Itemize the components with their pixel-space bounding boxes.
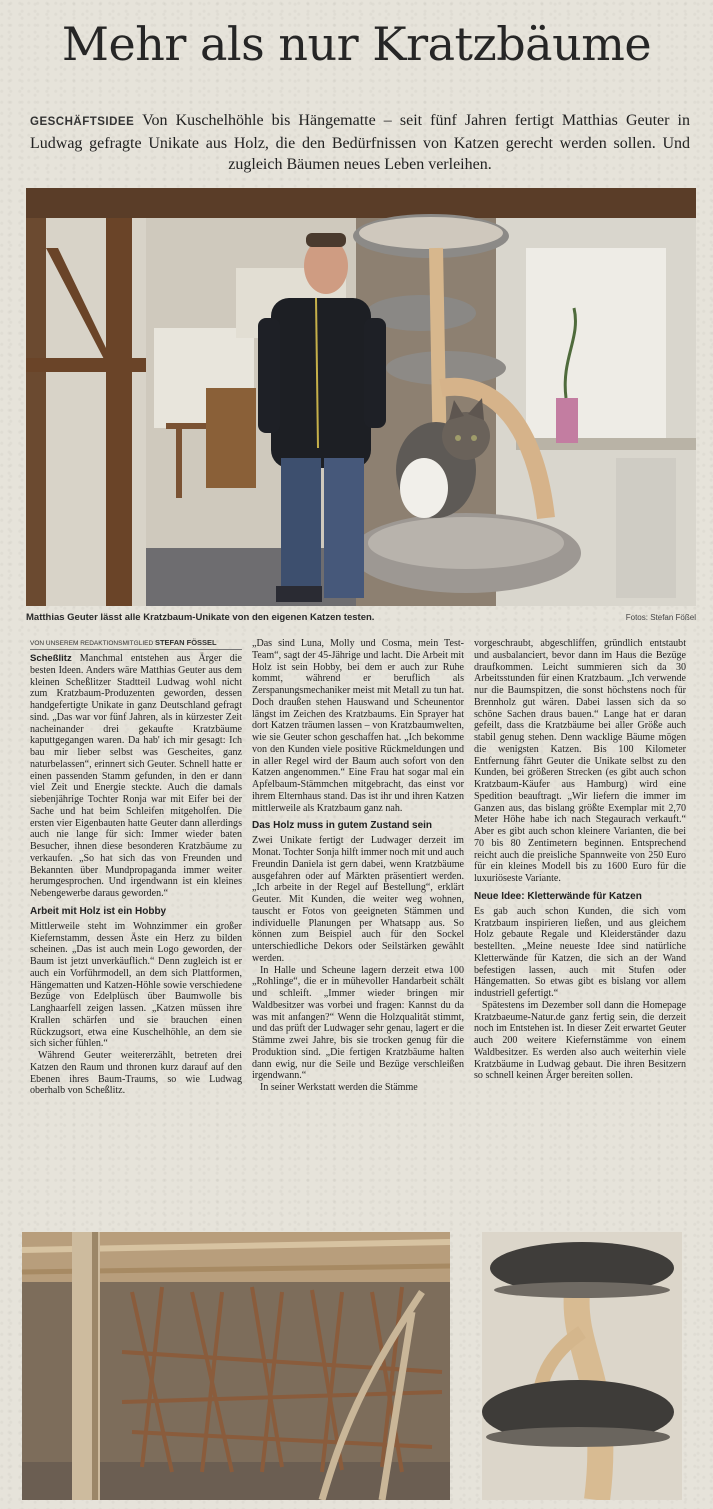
article-column-3 (474, 638, 686, 1218)
paragraph: Spätestens im Dezember soll dann die Homepage Kratzbaeume-Natur.de ganz fertig sein, die derzeit noch im Entstehen ist. In dieser Zeit erwartet Geuter auch 200 weitere Kiefernstämme von einem Waldbesitzer. Es werden also auch weiterhin viele Kratzbäume in Ludwag gebaut. Die ihren Besitzern so schnell keinen Ärger bereiten sollen. (474, 999, 686, 1082)
subheading: Arbeit mit Holz ist ein Hobby (30, 905, 167, 917)
photo-caption (26, 611, 696, 625)
cat-tree-detail-illustration (482, 1232, 682, 1500)
subheading: Neue Idee: Kletterwände für Katzen (474, 890, 642, 902)
subheading: Das Holz muss in gutem Zustand sein (252, 820, 433, 832)
workshop-photo-illustration (22, 1232, 450, 1500)
paragraph-text: Manchmal entstehen aus Ärger die besten Ideen. Anders wäre Matthias Geuter aus dem kleinen Scheßlitzer Stadtteil Ludwag wohl nicht zum Kratzbaum-Produzenten geworden, dessen handgefertigte Unikate in ganz Deutschland gefragt sind. „Das war vor fünf Jahren, als in kürzester Zeit nacheinander drei gekaufte Kratzbäume kaputtgegangen waren. Da hab' ich mir gesagt: Ich bau mir lieber selbst was Gescheites, ganz naturbelassen“, erinnert sich Geuter. Schnell hatte er einen passenden Stamm gefunden, in den er dann viel Zeit und Energie steckte. Auch die damals siebenjährige Tochter Ronja war mit Eifer bei der Sache und hat beim Schleifen mitgeholfen. Die ersten vier Eigenbauten hatte Geuter dann allerdings auch nie lange für sich: Immer wieder baten Besucher, ihnen diese besonderen Kratzbäume zu verkaufen. „So hat sich das von Freunden und Bekannten über Mundpropaganda immer weiter herumgesprochen. Und irgendwann ist ein kleines Nebengewerbe daraus geworden.“ (30, 653, 242, 899)
article-column-2 (252, 638, 464, 1218)
article-column-1 (30, 638, 242, 1218)
paragraph: vorgeschraubt, abgeschliffen, gründlich entstaubt und ausbalanciert, bevor dann im Haus die Bezüge draufkommen. Leicht summieren sich da 30 Arbeitsstunden für einen Kratzbaum. „Ich verwende nur die Baumspitzen, die sonst höchstens noch für Brennholz gut wären. Dabei lassen sich da so schöne Sachen draus bauen.“ Lange hat er daran gefeilt, dass die Kratzbäume bei aller Größe auch stabil genug stehen. Denn wacklige Bäume mögen die wenigsten Katzen. Bis 100 Kilometer Entfernung fährt Geuter die Unikate selbst zu den Kunden, bei größeren Strecken (es gibt auch schon Kratzbaum-Käufer aus Hamburg) wird eine Spedition beauftragt. „Wir liefern die immer im Ganzen aus, das bislang größte Exemplar mit 2,70 Meter Höhe habe ich nach Stegaurach verkauft.“ Aber es gibt auch schon kleinere Varianten, die bei 70 bis 80 Zentimetern beginnen. Entsprechend reicht auch die preisliche Spannweite von 250 Euro für ein kleines Modell bis zu 1600 Euro für die luxuriöseste Variante. (474, 638, 686, 884)
paragraph: Mittlerweile steht im Wohnzimmer ein großer Kiefernstamm, dessen Äste ein Herz zu bilden scheinen. „Das ist auch mein Logo geworden, der Baum ist jetzt unverkäuflich.“ Denn zugleich ist er auch ein Vorführmodell, an dem sich Plattformen, Hängematten und Katzen-Höhle sowie verschiedene Bezüge von Edelplüsch über Baumwolle bis Langhaarfell zeigen lassen. „Katzen müssen ihre Krallen schärfen und sie brauchen einen Rückzugsort, etwa eine Kuschelhöhle, an dem sie sich sicher fühlen.“ (30, 920, 242, 1050)
headline: Mehr als nur Kratzbäume (61, 17, 652, 71)
photo-credit: Fotos: Stefan Fößel (625, 613, 696, 622)
teaser (30, 110, 690, 175)
dateline: Scheßlitz (30, 653, 72, 664)
caption-text: Matthias Geuter lässt alle Kratzbaum-Unikate von den eigenen Katzen testen. (26, 612, 375, 623)
kicker: GESCHÄFTSIDEE (30, 116, 135, 128)
byline-prefix: VON UNSEREM REDAKTIONSMITGLIED (30, 640, 154, 647)
teaser-text: Von Kuschelhöhle bis Hängematte – seit fünf Jahren fertigt Matthias Geuter in Ludwag gefragte Unikate aus Holz, die den Bedürfnissen von Katzen gerecht werden sollen. Und zugleich Bäumen neues Leben verleihen. (30, 112, 690, 173)
paragraph: Es gab auch schon Kunden, die sich vom Kratzbaum inspirieren ließen, und aus gleichem Holz gebaute Regale und Kleiderständer dazu bestellten. „Meine neueste Idee sind natürliche Kletterwände für Katzen, die sich an der Wand befestigen lassen, auch mit Stufen oder Hängematten. So etwas gibt es bislang vor allem industriell gefertigt.“ (474, 905, 686, 999)
paragraph: In seiner Werkstatt werden die Stämme (260, 1082, 418, 1093)
paragraph: In Halle und Scheune lagern derzeit etwa 100 „Rohlinge“, die er in mühevoller Handarbeit schält und schleift. „Immer wieder bringen mir Waldbesitzer was vorbei und fragen: Kannst du da was mit anfangen?“ Wenn die Holzqualität stimmt, und das prüft der Ludwager sehr genau, lagert er die Stämme zwei Jahre, bis sie trocken genug für die Produktion sind. „Die fertigen Kratzbäume halten dann ewig, nur die Seile und Bezüge verschleißen irgendwann.“ (252, 964, 464, 1082)
paragraph: Zwei Unikate fertigt der Ludwager derzeit im Monat. Tochter Sonja hilft immer noch mit und auch Freundin Daniela ist gern dabei, wenn Kratzbäume ausgefahren oder auf Märkten präsentiert werden. „Ich arbeite in der Regel auf Bestellung“, erklärt Geuter. Mit Kunden, die weiter weg wohnen, tauscht er Fotos von geeigneten Stämmen und individuelle Planungen per Whatsapp aus. So können zum Beispiel auch für den Sockel unterschiedliche Dekors oder Seilstärken gewählt werden. (252, 835, 464, 964)
main-photo-illustration (26, 188, 696, 606)
paragraph: „Das sind Luna, Molly und Cosma, mein Test-Team“, sagt der 45-Jährige und lacht. Die Arbeit mit Holz ist sein Hobby, bei dem er auch zur Ruhe kommt, während er beruflich als Zerspanungsmechaniker meist mit Metall zu tun hat. Doch draußen stehen Hauswand und Scheunentor längst im Zeichen des Kratzbaums. Ein Sprayer hat dort Katzen träumen lassen – von Kratzbaumwelten, wie sie Geuter schon geschaffen hat. „Ich bekomme von den Kunden viele positive Rückmeldungen und in aller Regel wird der Baum auch sofort von den Katzen angenommen.“ Eine Frau hat sogar mal ein Apfelbaum-Stämmchen mitgebracht, das einst vor ihrem Elternhaus stand. Das ist ihr und ihren Katzen mittlerweile als Kratzbaum ganz nah. (252, 638, 464, 814)
cat-tree-detail-photo (482, 1232, 682, 1500)
workshop-photo (22, 1232, 450, 1500)
byline (30, 638, 242, 650)
main-photo (26, 188, 696, 606)
byline-author: STEFAN FÖSSEL (154, 638, 217, 647)
paragraph (30, 653, 242, 900)
paragraph: Während Geuter weitererzählt, betreten drei Katzen den Raum und thronen kurz darauf auf den Ebenen ihres Baum-Traums, so wie Ludwag oberhalb von Scheßlitz. (30, 1050, 242, 1097)
